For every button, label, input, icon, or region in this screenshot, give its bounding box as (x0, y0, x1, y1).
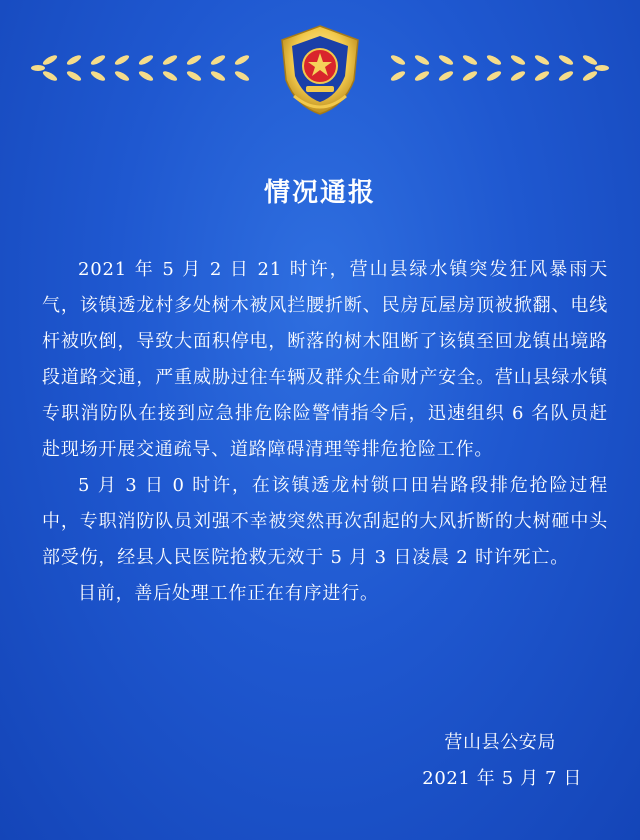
paragraph-incident: 2021 年 5 月 2 日 21 时许，营山县绿水镇突发狂风暴雨天气，该镇透龙村多处树木被风拦腰折断、民房瓦屋房顶被掀翻、电线杆被吹倒，导致大面积停电，断落的树木阻断了该镇至回龙镇出境路段道路交通，严重威胁过往车辆及群众生命财产安全。营山县绿水镇专职消防队在接到应急排危除险警情指令后，迅速组织 6 名队员赶赴现场开展交通疏导、道路障碍清理等排危抢险工作。 (42, 259, 608, 460)
notice-title: 情况通报 (263, 178, 376, 208)
signature-organization: 营山县公安局 (444, 732, 556, 753)
paragraph-aftermath: 目前，善后处理工作正在有序进行。 (78, 583, 379, 604)
wheat-branch-right-icon (370, 53, 609, 82)
header-banner (0, 0, 640, 120)
signature-date: 2021 年 5 月 7 日 (422, 768, 582, 789)
police-emblem-icon (272, 22, 368, 118)
wheat-branch-left-icon (31, 53, 270, 82)
paragraph-casualty: 5 月 3 日 0 时许，在该镇透龙村锁口田岩路段排危抢险过程中，专职消防队员刘强不幸被突然再次刮起的大风折断的大树砸中头部受伤，经县人民医院抢救无效于 5 月 3 日凌晨 2 时许死亡。 (42, 475, 608, 568)
notice-body (42, 252, 608, 612)
